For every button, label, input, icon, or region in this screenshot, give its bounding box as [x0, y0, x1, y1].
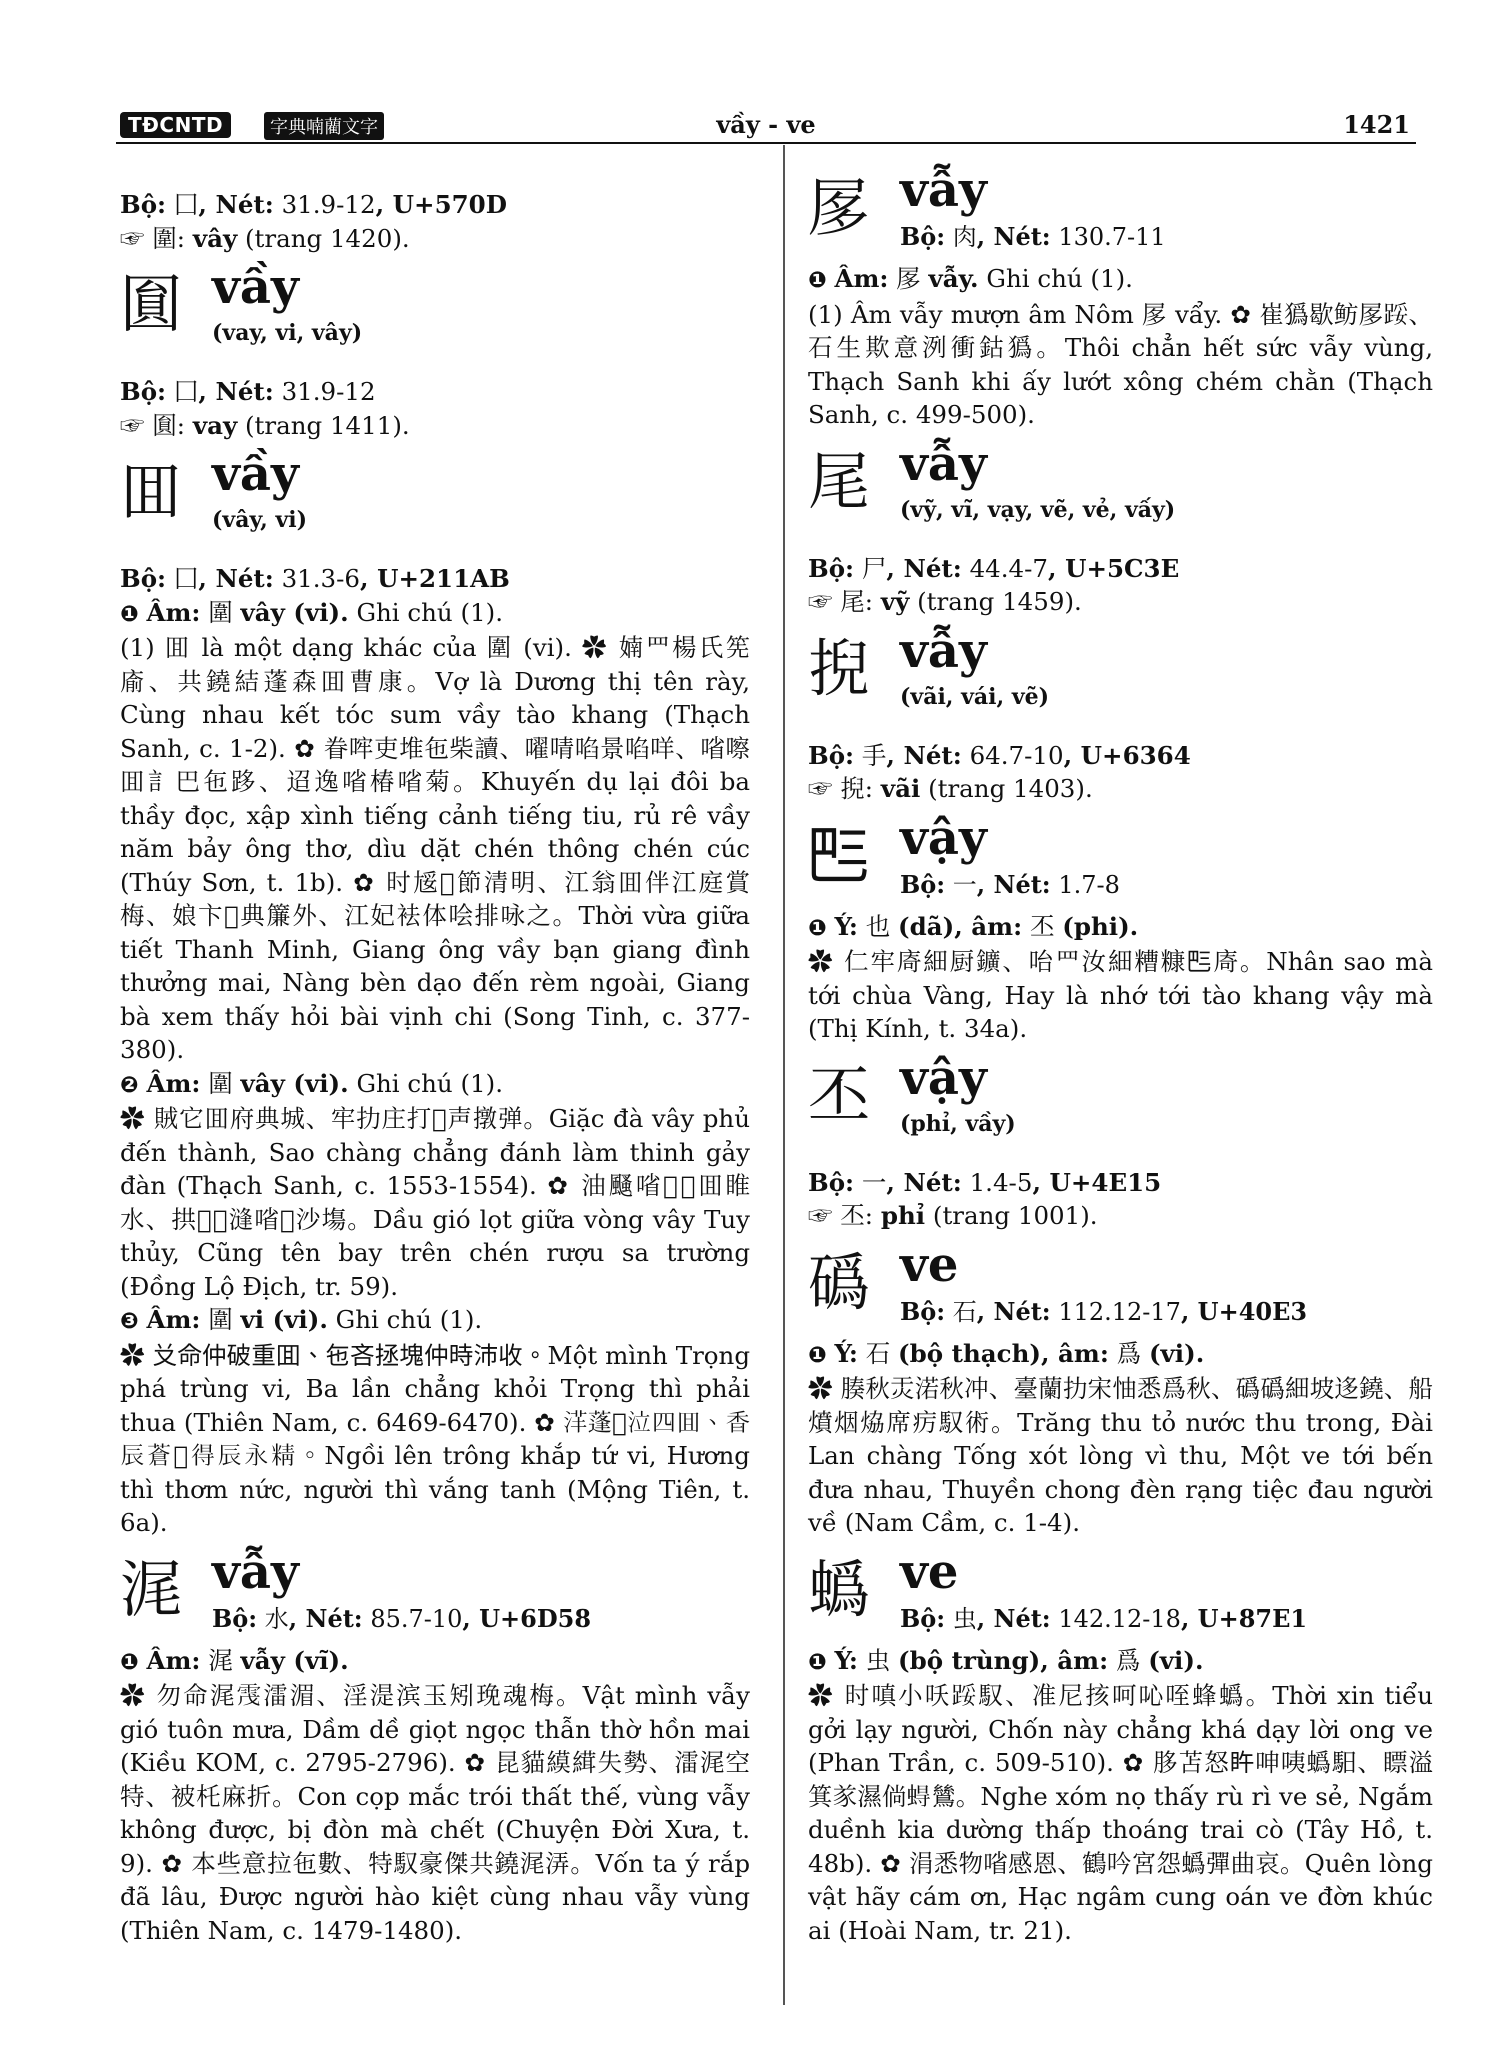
entry-character: 尾 [808, 444, 871, 518]
bo-line: Bộ: 手, Nét: 64.7-10, U+6364 [808, 740, 1191, 770]
entry-character: 囬 [120, 455, 183, 528]
bo-line: Bộ: 囗, Nét: 31.3-6, U+211AB [120, 564, 510, 593]
sense-text: (1) 囬 là một dạng khác của 圍 (vi). ✿ 婻罒楊氏筅㢏、共鐃結蓬森囬曹康。Vợ là Dương thị tên rày, Cùng nhau kết tóc sum vầy tào khang (Thạch Sanh, c. 1-2). ✿ 眷哰吏堆㐌柴讀、嚁啨啗景啗咩、㗂嚓囬訁巴㐌跢、迢逸㗂椿㗂菊。Khuyến dụ lại đôi ba thầy đọc, xập xình tiếng cảnh tiếng tiu, rủ rê vầy năm bảy ông thơ, dìu dặt chén thông chén cúc (Thúy Sơn, t. 1b). ✿ 时㞂𣎃節清明、江翁囬伴江庭賞梅、娘卞𨀈典簾外、江妃袪体哙排咏之。Thời vừa giữa tiết Thanh Minh, Giang ông vầy bạn giang đình thưởng mai, Nàng bèn dạo đến rèm ngoài, Giang bà xem thấy hỏi bài vịnh chi (Song Tinh, c. 377-380). [120, 633, 750, 1064]
sense-text: (1) Âm vẫy mượn âm Nôm 㞔 vẩy. ✿ 崔㺔歇鲂㞔𨁡、石生欺意洌衝鈷㺔。Thôi chẳn hết sức vẫy vùng, Thạch Sanh khi ấy lướt xông chém chằn (Thạch Sanh, c. 499-500). [808, 299, 1433, 429]
right-column [808, 158, 1433, 1947]
variant-readings: (vỹ, vĩ, vạy, vẽ, vẻ, vấy) [900, 496, 1176, 523]
entry [808, 1543, 1433, 1948]
entry-character: 浘 [120, 1552, 183, 1626]
cross-reference: ☞ 丕: phỉ (trang 1001). [808, 1201, 1098, 1230]
sense-line: ❶ Ý: 也 (dã), âm: 丕 (phi). [808, 911, 1139, 941]
pointing-hand-icon: ☞ [808, 587, 833, 616]
cross-reference: ☞ 圍: vây (trang 1420). [120, 223, 410, 253]
entry-head [808, 622, 1433, 739]
bo-line: Bộ: 囗, Nét: 31.9-12 [120, 377, 376, 406]
bo-line: Bộ: 石, Nét: 112.12-17, U+40E3 [900, 1296, 1308, 1326]
headword: vẫy [900, 435, 987, 492]
entry [808, 162, 1433, 432]
headword: vậy [900, 1049, 987, 1106]
variant-readings: (vãi, vái, vẽ) [900, 683, 1050, 710]
entry [120, 259, 750, 442]
entry [808, 622, 1433, 806]
headword: vẫy [212, 1543, 299, 1600]
entry-character: 圎 [120, 268, 183, 341]
entry-character: 㞔 [808, 171, 871, 244]
sense-line: ❷ Âm: 圍 vây (vi). Ghi chú (1). [120, 1068, 503, 1098]
bo-line: Bộ: 虫, Nét: 142.12-18, U+87E1 [900, 1603, 1308, 1633]
entry-character: 掜 [808, 631, 871, 705]
sense-text: ✿ 勿命浘𩂟㵢湄、淫湜滨玉矧㻊魂梅。Vật mình vẫy gió tuôn mưa, Dầm dề giọt ngọc thẫn thờ hồn mai (Kiều KOM, c. 2795-2796). ✿ 昆貓縸縙失勢、㵢浘空特、被杔麻折。Con cọp mắc trói thất thế, vùng vẫy không được, bị đòn mà chết (Chuyện Đời Xưa, t. 9). ✿ 本些意拉㐌數、特馭豪傑共鐃浘㳥。Vốn ta ý rắp đã lâu, Được người hào kiệt cùng nhau vẫy vùng (Thiên Nam, c. 1479-1480). [120, 1681, 750, 1945]
nom-logo-badge: 字典喃藺文字 [264, 112, 384, 140]
entry-character: 丕 [808, 1058, 871, 1132]
headword: vẫy [900, 162, 987, 218]
sense-line: ❶ Ý: 石 (bộ thạch), âm: 爲 (vi). [808, 1338, 1205, 1368]
cross-reference: ☞ 圎: vay (trang 1411). [120, 410, 410, 440]
entry-character: 𠀧 [808, 818, 871, 892]
sense-text: ✿ 賊它囬府典城、牢扐庄打𠅍声撴弹。Giặc đà vây phủ đến thành, Sao chàng chẳng đánh làm thinh gảy đàn (Thạch Sanh, c. 1553-1554). ✿ 油颾㗂𣎃𦄅囬睢水、拱𦑃𨁡漨㗂𨡉沙塲。Dầu gió lọt giữa vòng vây Tuy thủy, Cũng tên bay trên chén rượu sa trường (Đồng Lộ Địch, tr. 59). [120, 1104, 750, 1301]
bo-line: Bộ: 尸, Nét: 44.4-7, U+5C3E [808, 553, 1180, 583]
bo-line: Bộ: 一, Nét: 1.4-5, U+4E15 [808, 1167, 1162, 1197]
entry [808, 435, 1433, 619]
entry-head [120, 259, 750, 375]
entry-head [808, 1543, 1433, 1644]
header-rule [116, 142, 1416, 144]
column-divider [783, 145, 785, 2005]
sense-text: ✿ 时嗔小㕭𨁡馭、准尼㧡呵吣咥蜂蟡。Thời xin tiểu gởi lạy người, Chốn này chẳng khá dạy lời ong ve (Phan Trần, c. 509-510). ✿ 䏧苫怒𥄭呻咦蟡馹、瞟溢箕㒸濕倘𧍋鷥。Nghe xóm nọ thấy rù rì ve sẻ, Ngắm duềnh kia dường thấp thoáng trai cò (Tây Hồ, t. 48b). ✿ 涓悉物㗂感恩、鶴吟宮怨蟡彈曲哀。Quên lòng vật hãy cám ơn, Hạc ngâm cung oán ve đờn khúc ai (Hoài Nam, tr. 21). [808, 1681, 1433, 1945]
entry-head [808, 1049, 1433, 1166]
variant-readings: (vây, vi) [212, 507, 307, 533]
pointing-hand-icon: ☞ [120, 223, 145, 253]
bo-line: Bộ: 一, Nét: 1.7-8 [900, 869, 1120, 899]
headword: ve [900, 1236, 959, 1293]
cross-reference: ☞ 掜: vãi (trang 1403). [808, 774, 1093, 803]
headword: vầy [212, 446, 299, 502]
entry [120, 446, 750, 1540]
entry [120, 1543, 750, 1948]
entry [808, 809, 1433, 1046]
bo-line: Bộ: 水, Nét: 85.7-10, U+6D58 [212, 1603, 592, 1633]
sense-text: ✿ 𠬠命仲破重囬、㐌吝拯塊仲時沛收。Một mình Trọng phá trùng vi, Ba lần chẳng khỏi Trọng thì phải thua (Thiên Nam, c. 6469-6470). ✿ 𣴱蓬𥈯泣四囬、香辰蒼𦰟得辰永精。Ngồi lên trông khắp tứ vi, Hương thì thơm nức, người thì vắng tanh (Mộng Tiên, t. 6a). [120, 1340, 750, 1537]
dictionary-badge: TĐCNTD [120, 112, 231, 138]
headword: vẫy [900, 622, 987, 679]
variant-readings: (phỉ, vầy) [900, 1110, 1016, 1137]
sense-line: ❸ Âm: 圍 vi (vi). Ghi chú (1). [120, 1305, 483, 1334]
entry [808, 1236, 1433, 1540]
entry-head [120, 446, 750, 562]
entry-head [808, 809, 1433, 910]
entry-continuation [120, 188, 750, 255]
entry-head [808, 1236, 1433, 1337]
pointing-hand-icon: ☞ [120, 410, 145, 440]
bo-line: Bộ: 囗, Nét: 31.9-12, U+570D [120, 190, 507, 219]
sense-line: ❶ Âm: 浘 vẫy (vĩ). [120, 1645, 349, 1675]
left-column [120, 188, 750, 1947]
headword: vậy [900, 809, 987, 866]
variant-readings: (vay, vi, vây) [212, 320, 363, 346]
page-running-title: vầy - ve [716, 110, 816, 139]
pointing-hand-icon: ☞ [808, 1201, 833, 1230]
pointing-hand-icon: ☞ [808, 774, 833, 803]
headword: ve [900, 1543, 959, 1600]
page-number: 1421 [1343, 110, 1410, 139]
entry-head [808, 435, 1433, 552]
entry-character: 䃣 [808, 1245, 871, 1319]
bo-line: Bộ: 肉, Nét: 130.7-11 [900, 222, 1166, 251]
page-header [116, 106, 1416, 142]
sense-line: ❶ Âm: 㞔 vẫy. Ghi chú (1). [808, 264, 1133, 293]
sense-text: ✿ 仁牢㢊細厨鑛、咍罒汝細糟糠𠀧㢊。Nhân sao mà tới chùa Vàng, Hay là nhớ tới tào khang vậy mà (Thị Kính, t. 34a). [808, 947, 1433, 1043]
cross-reference: ☞ 尾: vỹ (trang 1459). [808, 587, 1082, 616]
entry [808, 1049, 1433, 1233]
entry-head [808, 162, 1433, 262]
sense-text: ✿ 腠秋㶣渃秋冲、臺蘭扐宋怞悉爲秋、䃣䃣細坡迻鐃、船燌烟㶸席疠馭術。Trăng thu tỏ nước thu trong, Đài Lan chàng Tống xót lòng vì thu, Một ve tới bến đưa nhau, Thuyền chong đèn rạng tiệc đau người về (Nam Cầm, c. 1-4). [808, 1374, 1433, 1537]
sense-line: ❶ Âm: 圍 vây (vi). Ghi chú (1). [120, 597, 503, 627]
sense-line: ❶ Ý: 虫 (bộ trùng), âm: 爲 (vi). [808, 1645, 1204, 1675]
headword: vầy [212, 259, 299, 315]
entry-character: 蟡 [808, 1552, 871, 1626]
entry-head [120, 1543, 750, 1644]
